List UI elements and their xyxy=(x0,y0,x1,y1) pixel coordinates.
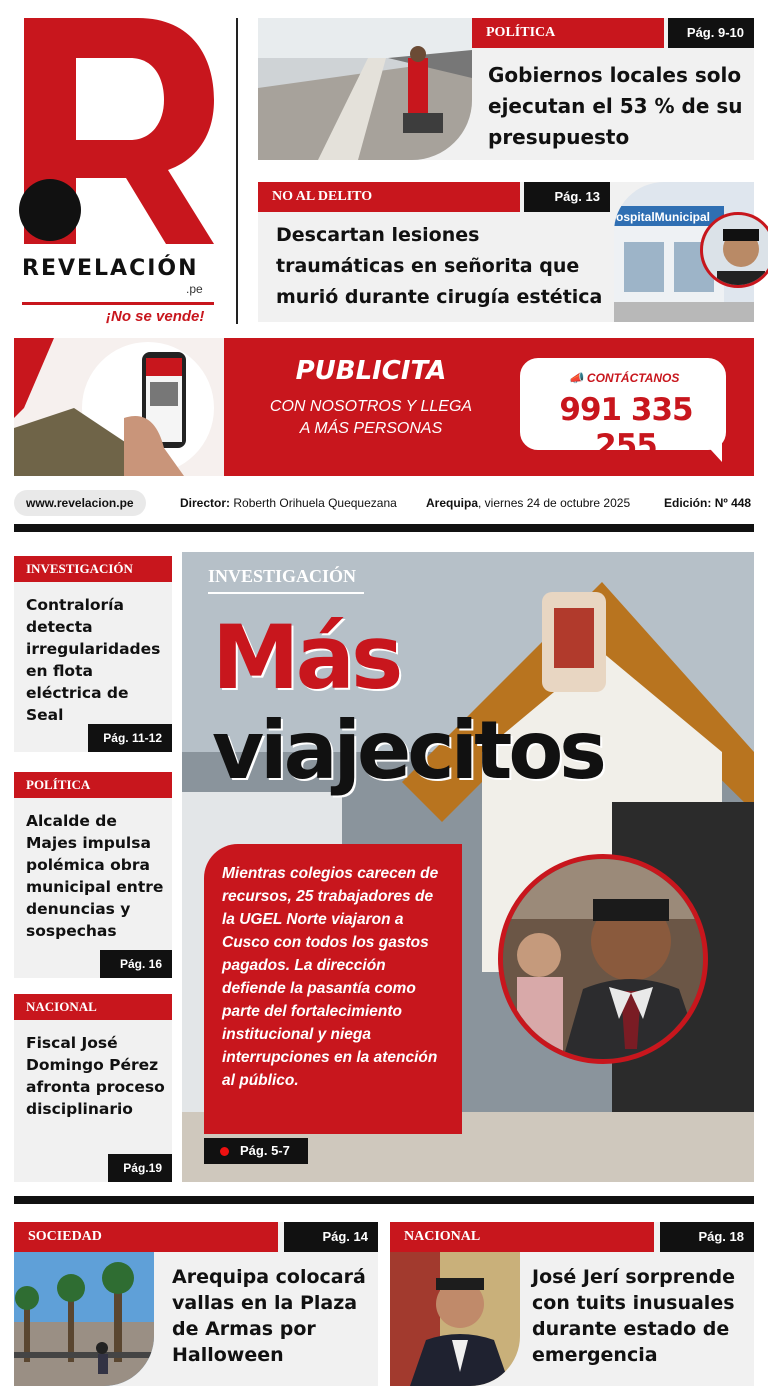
dateline-date: , viernes 24 de octubre 2025 xyxy=(478,496,631,510)
section-label: POLÍTICA xyxy=(472,18,664,48)
official-portrait xyxy=(498,854,708,1064)
main-story-title-line1: Más xyxy=(212,606,400,709)
logo-divider xyxy=(22,302,214,305)
page-reference: Pág. 16 xyxy=(100,950,172,978)
logo-domain-suffix: .pe xyxy=(186,282,203,296)
section-divider-top xyxy=(14,524,754,532)
website-link[interactable]: www.revelacion.pe xyxy=(14,490,146,516)
headline: Fiscal José Domingo Pérez afronta proceso disciplinario xyxy=(26,1034,165,1118)
top-story-no-al-delito[interactable] xyxy=(258,182,754,322)
megaphone-icon: 📣 xyxy=(568,371,587,385)
logo-tagline: ¡No se vende! xyxy=(106,308,205,325)
banner-subtitle-line1: CON NOSOTROS Y LLEGA xyxy=(269,398,473,415)
headline: José Jerí sorprende con tuits inusuales durante estado de emergencia xyxy=(532,1266,735,1366)
section-label: SOCIEDAD xyxy=(14,1222,278,1252)
director-name: Roberth Orihuela Quequezana xyxy=(233,496,397,510)
contact-phone[interactable]: 991 335 255 xyxy=(559,392,693,464)
page-reference: Pág. 11-12 xyxy=(88,724,172,752)
logo-wordmark: REVELACIÓN xyxy=(22,256,199,281)
suspect-portrait xyxy=(700,212,768,288)
side-story-politica[interactable] xyxy=(14,772,172,978)
plaza-de-armas-photo xyxy=(14,1252,154,1386)
dateline xyxy=(426,496,630,510)
section-label: NO AL DELITO xyxy=(258,182,520,212)
contact-label-text: CONTÁCTANOS xyxy=(586,371,680,385)
top-story-politica[interactable] xyxy=(258,18,754,160)
street-workers-photo xyxy=(258,18,472,160)
main-story-title-line2: viajecitos xyxy=(212,704,603,797)
section-label: POLÍTICA xyxy=(14,772,172,798)
main-story-kicker: INVESTIGACIÓN xyxy=(208,566,357,586)
bottom-story-sociedad[interactable] xyxy=(14,1222,378,1386)
edition-info-bar xyxy=(14,490,754,518)
bottom-story-nacional[interactable] xyxy=(390,1222,754,1386)
headline: Descartan lesiones traumáticas en señorita que murió durante cirugía estética xyxy=(276,224,603,308)
director-credit xyxy=(180,496,397,510)
director-label: Director: xyxy=(180,496,231,510)
headline: Contraloría detecta irregularidades en flota eléctrica de Seal xyxy=(26,596,161,724)
politician-photo xyxy=(390,1252,520,1386)
side-story-nacional[interactable] xyxy=(14,994,172,1182)
header-vertical-divider xyxy=(236,18,238,324)
banner-subtitle xyxy=(236,396,506,440)
main-story-summary: Mientras colegios carecen de recursos, 25 trabajadores de la UGEL Norte viajaron a Cusco con todos los gastos pagados. La dirección defiende la pasantía como parte del fortalecimiento institucional y niega interrupciones en la atención al público. xyxy=(204,844,462,1134)
advertising-banner[interactable] xyxy=(14,338,754,476)
section-label: NACIONAL xyxy=(14,994,172,1020)
page-reference: Pág. 14 xyxy=(284,1222,378,1252)
page-reference: Pág. 18 xyxy=(660,1222,754,1252)
kicker-underline xyxy=(208,592,364,594)
edition-label: Edición: xyxy=(664,496,712,510)
contact-label xyxy=(534,371,714,385)
headline: Alcalde de Majes impulsa polémica obra municipal entre denuncias y sospechas xyxy=(26,812,164,940)
headline: Arequipa colocará vallas en la Plaza de Armas por Halloween xyxy=(172,1266,366,1366)
side-story-investigacion[interactable] xyxy=(14,556,172,752)
page-reference: Pág.19 xyxy=(108,1154,172,1182)
main-story-page-reference: Pág. 5-7 xyxy=(204,1138,308,1164)
banner-subtitle-line2: A MÁS PERSONAS xyxy=(299,420,443,437)
main-story[interactable] xyxy=(182,552,754,1182)
page-reference: Pág. 13 xyxy=(524,182,610,212)
headline: Gobiernos locales solo ejecutan el 53 % de su presupuesto xyxy=(488,63,743,149)
hand-phone-illustration xyxy=(14,338,224,476)
clinic-sign-text: ospitalMunicipal xyxy=(616,210,711,224)
section-label: INVESTIGACIÓN xyxy=(14,556,172,582)
edition-value: Nº 448 xyxy=(714,496,752,510)
banner-title: PUBLICITA xyxy=(295,356,447,386)
page-reference: Pág. 9-10 xyxy=(668,18,754,48)
dateline-city: Arequipa xyxy=(426,496,479,510)
section-divider-bottom xyxy=(14,1196,754,1204)
bullet-dot-icon xyxy=(220,1147,229,1156)
section-label: NACIONAL xyxy=(390,1222,654,1252)
edition-number xyxy=(664,496,751,510)
